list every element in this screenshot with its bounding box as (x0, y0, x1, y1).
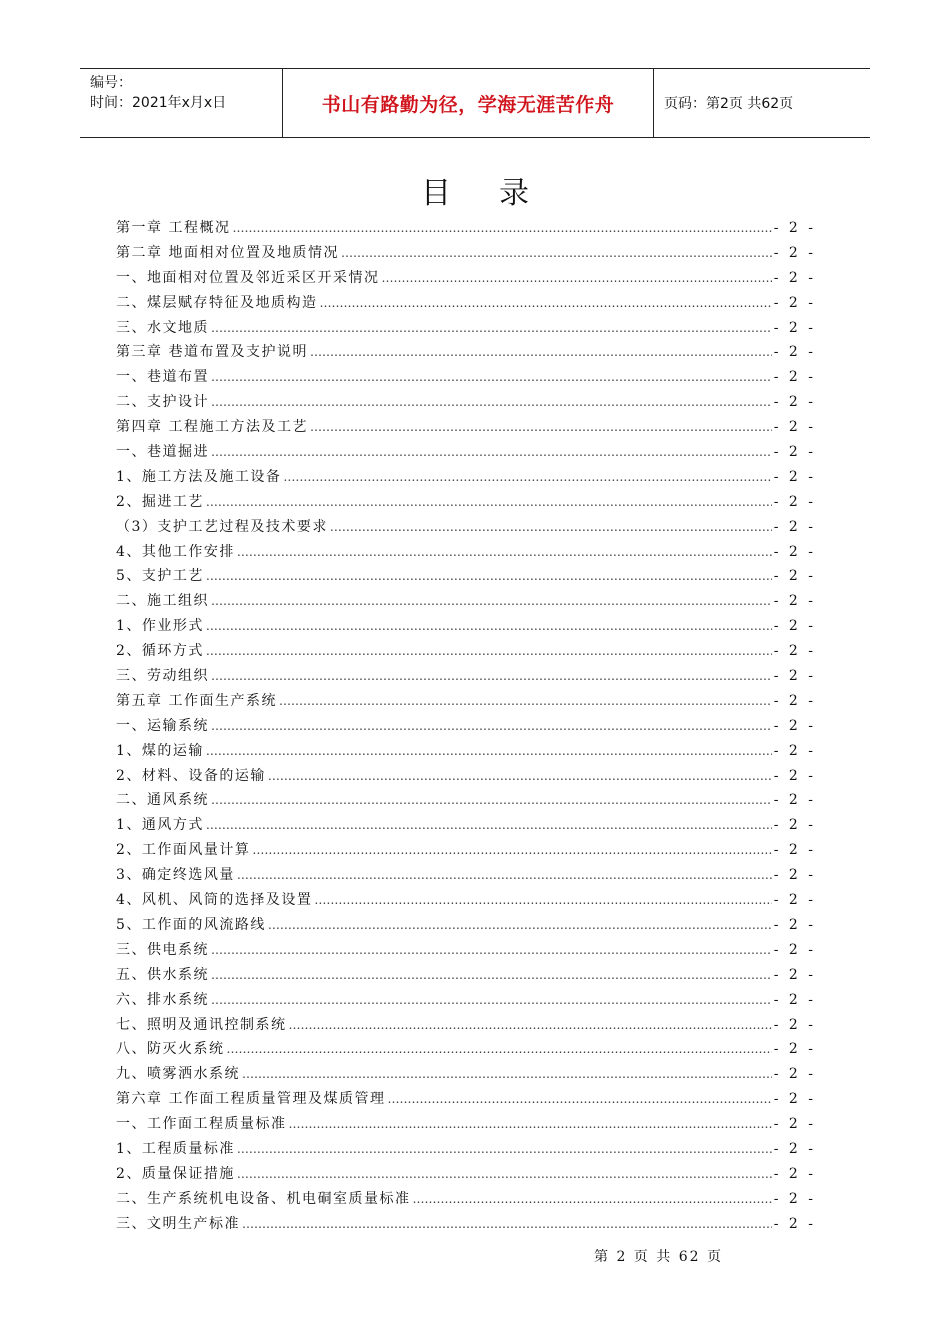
toc-entry-title: 二、通风系统 (116, 792, 209, 809)
header-meta (80, 69, 282, 137)
toc-entry[interactable] (116, 689, 816, 714)
toc-leader-dots (211, 664, 772, 689)
toc-leader-dots (283, 465, 771, 490)
toc-leader-dots (242, 1212, 772, 1237)
toc-leader-dots (211, 788, 772, 813)
toc-entry-page: - 2 - (773, 1066, 816, 1083)
toc-leader-dots (211, 938, 772, 963)
toc-entry-title: 三、水文地质 (116, 319, 209, 336)
toc-leader-dots (289, 1112, 772, 1137)
page-header (80, 68, 870, 138)
toc-entry-page: - 2 - (773, 568, 816, 585)
toc-leader-dots (206, 490, 772, 515)
toc-entry-page: - 2 - (773, 1190, 816, 1207)
toc-entry-page: - 2 - (773, 1165, 816, 1182)
toc-entry-page: - 2 - (773, 842, 816, 859)
toc-entry[interactable] (116, 589, 816, 614)
toc-leader-dots (382, 266, 772, 291)
toc-entry[interactable] (116, 863, 816, 888)
toc-entry-page: - 2 - (773, 369, 816, 386)
toc-leader-dots (279, 689, 772, 714)
toc-entry-page: - 2 - (773, 1041, 816, 1058)
toc-entry[interactable] (116, 564, 816, 589)
toc-entry[interactable] (116, 490, 816, 515)
toc-entry-page: - 2 - (773, 742, 816, 759)
toc-entry-page: - 2 - (773, 692, 816, 709)
toc-entry-page: - 2 - (773, 444, 816, 461)
toc-entry-title: 二、生产系统机电设备、机电硐室质量标准 (116, 1190, 411, 1207)
toc-leader-dots (413, 1187, 772, 1212)
toc-entry[interactable] (116, 415, 816, 440)
toc-leader-dots (211, 390, 772, 415)
toc-entry-page: - 2 - (773, 269, 816, 286)
toc-entry-title: 一、运输系统 (116, 717, 209, 734)
toc-leader-dots (211, 714, 772, 739)
toc-leader-dots (242, 1062, 772, 1087)
toc-leader-dots (268, 764, 772, 789)
header-motto: 书山有路勤为径，学海无涯苦作舟 (282, 69, 654, 137)
toc-entry-title: 二、支护设计 (116, 394, 209, 411)
toc-entry-page: - 2 - (773, 1016, 816, 1033)
toc-entry-title: 1、通风方式 (116, 817, 204, 834)
toc-entry-title: 三、文明生产标准 (116, 1215, 240, 1232)
table-of-contents (116, 216, 816, 1237)
toc-leader-dots (237, 540, 772, 565)
toc-leader-dots (206, 639, 772, 664)
toc-entry-page: - 2 - (773, 220, 816, 236)
toc-entry-page: - 2 - (773, 593, 816, 610)
toc-entry-page: - 2 - (773, 1091, 816, 1108)
toc-entry-page: - 2 - (773, 419, 816, 436)
toc-entry-page: - 2 - (773, 668, 816, 685)
toc-leader-dots (341, 241, 772, 266)
toc-entry-title: 七、照明及通讯控制系统 (116, 1016, 287, 1033)
header-page-info: 页码：第2页 共62页 (664, 96, 794, 112)
toc-entry[interactable] (116, 1112, 816, 1137)
toc-entry-page: - 2 - (773, 1116, 816, 1133)
toc-leader-dots (237, 863, 772, 888)
toc-entry-title: 2、掘进工艺 (116, 493, 204, 510)
toc-leader-dots (211, 988, 772, 1013)
toc-entry[interactable] (116, 316, 816, 341)
toc-entry[interactable] (116, 1187, 816, 1212)
toc-entry[interactable] (116, 813, 816, 838)
toc-entry-title: 4、风机、风筒的选择及设置 (116, 892, 313, 909)
toc-entry[interactable] (116, 266, 816, 291)
toc-entry[interactable] (116, 1087, 816, 1112)
toc-entry-title: 1、工程质量标准 (116, 1140, 235, 1157)
toc-entry-title: 一、地面相对位置及邻近采区开采情况 (116, 269, 380, 286)
toc-entry[interactable] (116, 465, 816, 490)
toc-leader-dots (310, 415, 772, 440)
toc-entry[interactable] (116, 664, 816, 689)
toc-leader-dots (206, 739, 772, 764)
toc-leader-dots (211, 589, 772, 614)
toc-entry-page: - 2 - (773, 966, 816, 983)
toc-leader-dots (310, 340, 772, 365)
toc-entry[interactable] (116, 988, 816, 1013)
toc-entry-title: 九、喷雾洒水系统 (116, 1066, 240, 1083)
toc-entry[interactable] (116, 515, 816, 540)
toc-entry-title: 二、施工组织 (116, 593, 209, 610)
toc-entry[interactable] (116, 365, 816, 390)
toc-entry-title: 二、煤层赋存特征及地质构造 (116, 294, 318, 311)
toc-leader-dots (237, 1162, 772, 1187)
toc-entry-page: - 2 - (773, 717, 816, 734)
toc-entry-page: - 2 - (773, 294, 816, 311)
toc-entry-page: - 2 - (773, 867, 816, 884)
toc-entry-title: 1、煤的运输 (116, 742, 204, 759)
toc-entry-page: - 2 - (773, 319, 816, 336)
toc-entry-title: 五、供水系统 (116, 966, 209, 983)
toc-entry-title: 八、防灭火系统 (116, 1041, 225, 1058)
toc-entry-page: - 2 - (773, 792, 816, 809)
toc-leader-dots (268, 913, 772, 938)
toc-entry[interactable] (116, 216, 816, 241)
toc-entry[interactable] (116, 614, 816, 639)
toc-leader-dots (314, 888, 771, 913)
toc-entry-title: 5、支护工艺 (116, 568, 204, 585)
toc-entry[interactable] (116, 291, 816, 316)
toc-entry[interactable] (116, 764, 816, 789)
toc-entry-page: - 2 - (773, 892, 816, 909)
toc-leader-dots (227, 1037, 772, 1062)
toc-leader-dots (211, 440, 772, 465)
document-number-label: 编号： (90, 75, 132, 91)
toc-entry[interactable] (116, 390, 816, 415)
toc-entry-title: （3）支护工艺过程及技术要求 (116, 518, 328, 535)
toc-entry[interactable] (116, 540, 816, 565)
toc-entry[interactable] (116, 1162, 816, 1187)
toc-entry[interactable] (116, 888, 816, 913)
toc-entry-title: 第五章 工作面生产系统 (116, 692, 277, 709)
toc-entry-title: 5、工作面的风流路线 (116, 916, 266, 933)
toc-entry-title: 三、供电系统 (116, 941, 209, 958)
toc-entry-title: 3、确定终选风量 (116, 867, 235, 884)
toc-entry-title: 第六章 工作面工程质量管理及煤质管理 (116, 1091, 386, 1108)
toc-entry[interactable] (116, 1013, 816, 1038)
document-time: 时间：2021年x月x日 (90, 95, 227, 111)
toc-leader-dots (330, 515, 772, 540)
toc-entry-title: 一、巷道掘进 (116, 444, 209, 461)
toc-leader-dots (252, 838, 771, 863)
toc-entry-page: - 2 - (773, 493, 816, 510)
toc-entry-title: 第三章 巷道布置及支护说明 (116, 344, 308, 361)
toc-entry-page: - 2 - (773, 518, 816, 535)
toc-leader-dots (232, 216, 771, 241)
toc-entry-title: 六、排水系统 (116, 991, 209, 1008)
toc-leader-dots (387, 1087, 771, 1112)
toc-entry-page: - 2 - (773, 344, 816, 361)
toc-entry-title: 1、作业形式 (116, 618, 204, 635)
toc-entry-title: 三、劳动组织 (116, 668, 209, 685)
toc-entry-page: - 2 - (773, 1140, 816, 1157)
toc-entry[interactable] (116, 440, 816, 465)
toc-entry-page: - 2 - (773, 468, 816, 485)
toc-entry-title: 一、工作面工程质量标准 (116, 1116, 287, 1133)
toc-leader-dots (206, 614, 772, 639)
toc-leader-dots (211, 365, 772, 390)
toc-entry-title: 2、工作面风量计算 (116, 842, 251, 859)
toc-entry[interactable] (116, 241, 816, 266)
toc-entry[interactable] (116, 1137, 816, 1162)
toc-entry-page: - 2 - (773, 1215, 816, 1232)
toc-entry-title: 2、质量保证措施 (116, 1165, 235, 1182)
toc-entry[interactable] (116, 1212, 816, 1237)
toc-entry-page: - 2 - (773, 543, 816, 560)
toc-entry[interactable] (116, 788, 816, 813)
toc-entry[interactable] (116, 639, 816, 664)
toc-leader-dots (211, 963, 772, 988)
toc-entry[interactable] (116, 739, 816, 764)
toc-leader-dots (206, 564, 772, 589)
toc-entry-title: 4、其他工作安排 (116, 543, 235, 560)
toc-entry-page: - 2 - (773, 767, 816, 784)
page-footer: 第 2 页 共 62 页 (594, 1249, 723, 1265)
toc-entry-page: - 2 - (773, 916, 816, 933)
toc-entry-page: - 2 - (773, 244, 816, 261)
toc-entry-page: - 2 - (773, 394, 816, 411)
toc-entry[interactable] (116, 1037, 816, 1062)
toc-entry-page: - 2 - (773, 643, 816, 660)
toc-entry[interactable] (116, 838, 816, 863)
toc-entry-title: 第四章 工程施工方法及工艺 (116, 419, 308, 436)
toc-entry[interactable] (116, 1062, 816, 1087)
toc-leader-dots (320, 291, 772, 316)
page-title: 目录 (421, 176, 577, 211)
toc-entry-title: 2、材料、设备的运输 (116, 767, 266, 784)
toc-entry-page: - 2 - (773, 817, 816, 834)
toc-entry-title: 第一章 工程概况 (116, 220, 231, 236)
toc-entry-title: 第二章 地面相对位置及地质情况 (116, 244, 339, 261)
toc-leader-dots (289, 1013, 772, 1038)
toc-entry-title: 2、循环方式 (116, 643, 204, 660)
toc-entry[interactable] (116, 938, 816, 963)
toc-entry-title: 1、施工方法及施工设备 (116, 468, 282, 485)
toc-entry[interactable] (116, 963, 816, 988)
toc-entry-page: - 2 - (773, 991, 816, 1008)
toc-entry[interactable] (116, 714, 816, 739)
toc-entry[interactable] (116, 340, 816, 365)
toc-entry-page: - 2 - (773, 618, 816, 635)
toc-entry[interactable] (116, 913, 816, 938)
toc-leader-dots (237, 1137, 772, 1162)
toc-leader-dots (211, 316, 772, 341)
toc-entry-title: 一、巷道布置 (116, 369, 209, 386)
toc-leader-dots (206, 813, 772, 838)
toc-entry-page: - 2 - (773, 941, 816, 958)
